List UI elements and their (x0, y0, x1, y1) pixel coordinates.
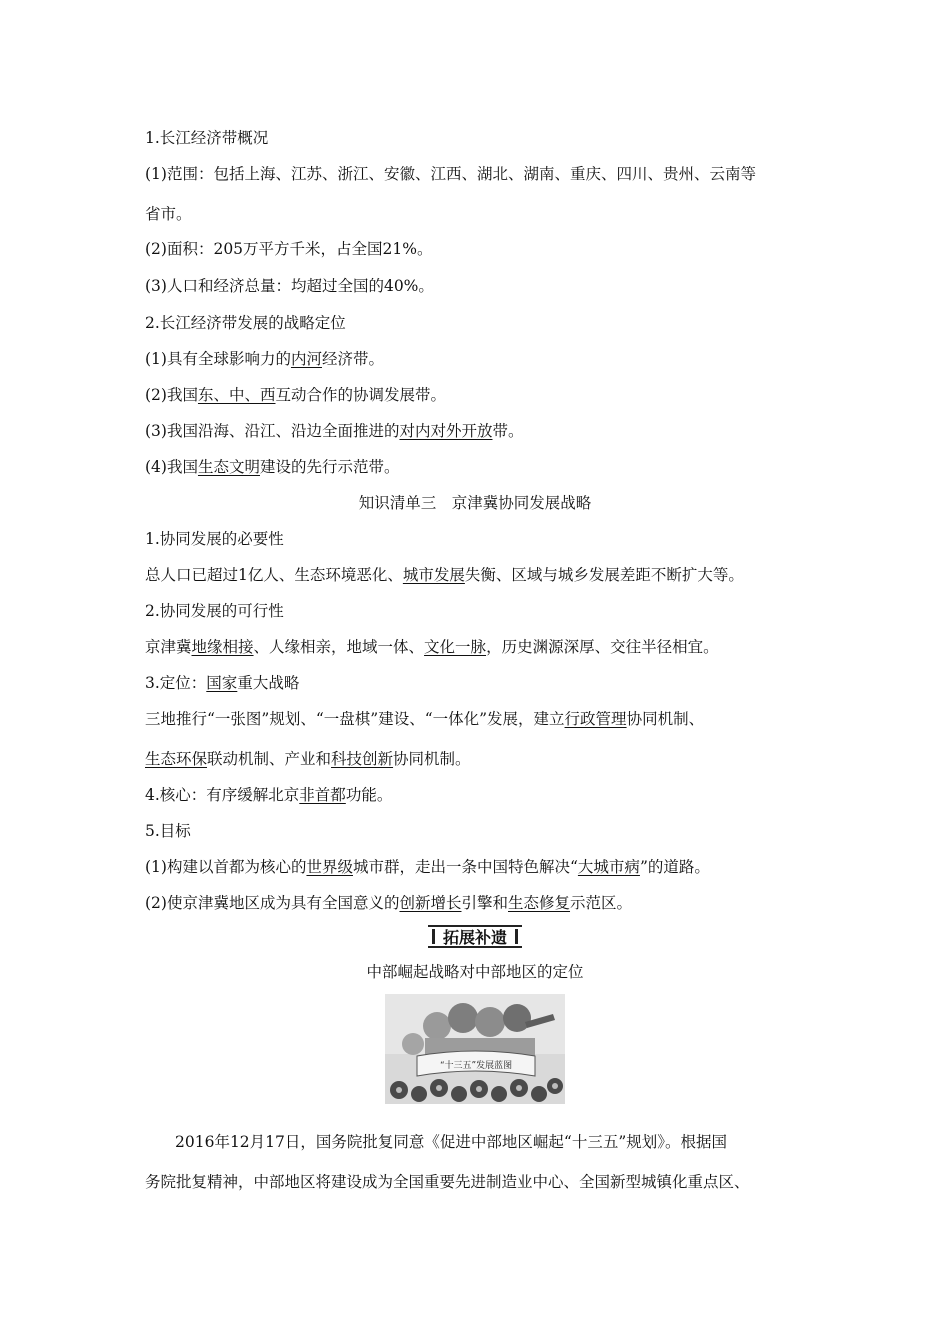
positioning-item-3: (3)我国沿海、沿江、沿边全面推进的对内对外开放带。 (145, 422, 524, 440)
cartoon-illustration (385, 994, 565, 1104)
necessity-text: 总人口已超过1亿人、生态环境恶化、城市发展失衡、区域与城乡发展差距不断扩大等。 (145, 566, 744, 584)
positioning-item-2: (2)我国东、中、西互动合作的协调发展带。 (145, 386, 446, 404)
paragraph-line-2: 务院批复精神，中部地区将建设成为全国重要先进制造业中心、全国新型城镇化重点区、 (145, 1173, 750, 1191)
expand-subtitle: 中部崛起战略对中部地区的定位 (366, 963, 584, 981)
banner-text: “十三五”发展蓝图 (439, 1061, 513, 1071)
orientation-heading: 3.定位：国家重大战略 (145, 674, 300, 692)
positioning-item-1: (1)具有全球影响力的内河经济带。 (145, 350, 384, 368)
core-heading: 4.核心：有序缓解北京非首都功能。 (145, 786, 393, 804)
feasibility-text: 京津冀地缘相接、人缘相亲，地域一体、文化一脉，历史渊源深厚、交往半径相宜。 (145, 638, 719, 656)
feasibility-heading: 2.协同发展的可行性 (145, 602, 284, 620)
population-line: (3)人口和经济总量：均超过全国的40%。 (145, 277, 434, 295)
section-1-heading: 1.长江经济带概况 (145, 129, 269, 147)
paragraph-line-1: 2016年12月17日，国务院批复同意《促进中部地区崛起“十三五”规划》。根据国 (175, 1133, 727, 1151)
expand-badge: 拓展补遗 (428, 925, 522, 948)
necessity-heading: 1.协同发展的必要性 (145, 530, 284, 548)
goal-item-2: (2)使京津冀地区成为具有全国意义的创新增长引擎和生态修复示范区。 (145, 894, 633, 912)
positioning-item-4: (4)我国生态文明建设的先行示范带。 (145, 458, 400, 476)
scope-line-2: 省市。 (145, 205, 192, 223)
section-3-title: 知识清单三 京津冀协同发展战略 (358, 494, 592, 512)
section-2-heading: 2.长江经济带发展的战略定位 (145, 314, 346, 332)
goal-heading: 5.目标 (145, 822, 191, 840)
area-line: (2)面积：205万平方千米，占全国21%。 (145, 240, 433, 258)
mechanism-line-2: 生态环保联动机制、产业和科技创新协同机制。 (145, 750, 471, 768)
goal-item-1: (1)构建以首都为核心的世界级城市群，走出一条中国特色解决“大城市病”的道路。 (145, 858, 710, 876)
mechanism-line-1: 三地推行“一张图”规划、“一盘棋”建设、“一体化”发展，建立行政管理协同机制、 (145, 710, 705, 728)
scope-line-1: (1)范围：包括上海、江苏、浙江、安徽、江西、湖北、湖南、重庆、四川、贵州、云南等 (145, 165, 756, 183)
